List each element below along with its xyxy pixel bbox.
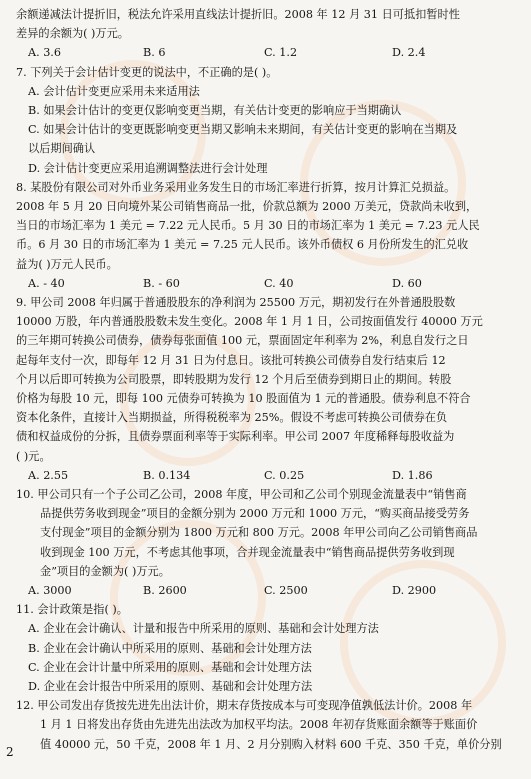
answer-choice: B. 0.134 <box>143 468 191 482</box>
text-line: A. 会计估计变更应采用未来适用法 <box>28 84 200 98</box>
text-line: 值 40000 元，50 千克，2008 年 1 月、2 月分别购入材料 600 千克、350 千克，单价分别 <box>40 737 502 751</box>
choice-row <box>28 273 521 294</box>
text-line: 差异的余额为( )万元。 <box>16 27 129 41</box>
text-line: 品提供劳务收到现金”项目的金额分别为 2000 万元和 1000 万元，“购买商品接受劳务 <box>40 507 470 521</box>
text-line: C. 企业在会计计量中所采用的原则、基础和会计处理方法 <box>28 660 312 674</box>
text-line: B. 如果会计估计的变更仅影响变更当期，有关估计变更的影响应于当期确认 <box>28 104 402 117</box>
text-line: 8. 某股份有限公司对外币业务采用业务发生日的市场汇率进行折算，按月计算汇兑损益。 <box>16 180 456 194</box>
choice-row <box>28 580 521 601</box>
text-line: 2008 年 5 月 20 日向境外某公司销售商品一批，价款总额为 2000 万美元，贷款尚未收到， <box>16 200 478 213</box>
text-line: 当日的市场汇率为 1 美元 = 7.22 元人民币。5 月 30 日的市场汇率为 1 美元 = 7.23 元人民 <box>16 219 480 233</box>
text-line: B. 企业在会计确认中所采用的原则、基础和会计处理方法 <box>28 641 312 655</box>
text-line: A. 企业在会计确认、计量和报告中所采用的原则、基础和会计处理方法 <box>28 622 379 636</box>
answer-choice: D. 60 <box>392 276 422 290</box>
answer-choice: C. 0.25 <box>264 468 305 482</box>
text-line: 债和权益成份的分拆，且债券票面利率等于实际利率。甲公司 2007 年度稀释每股收益为 <box>16 430 455 444</box>
text-line: 9. 甲公司 2008 年归属于普通股股东的净利润为 25500 万元，期初发行在外普通股股数 <box>16 296 456 309</box>
text-line: 起每年支付一次，即每年 12 月 31 日为付息日。该批可转换公司债券自发行结束后 12 <box>16 353 446 367</box>
answer-choice: B. 2600 <box>143 584 187 597</box>
text-line: 11. 会计政策是指( )。 <box>16 603 128 617</box>
text-line: 收到现金 100 万元，不考虑其他事项，合并现金流量表中“销售商品提供劳务收到现 <box>40 545 455 559</box>
text-line: 金”项目的金额为( )万元。 <box>40 564 170 578</box>
text-line: 的三年期可转换公司债券，债券每张面值 100 元，票面固定年利率为 2%，利息自发行之日 <box>16 334 469 348</box>
text-line: 10. 甲公司只有一个子公司乙公司，2008 年度，甲公司和乙公司个别现金流量表中“销售商 <box>16 488 467 501</box>
text-line: D. 会计估计变更应采用追溯调整法进行会计处理 <box>28 161 268 175</box>
choice-row <box>28 465 521 486</box>
answer-choice: D. 2900 <box>392 584 437 597</box>
text-line: 12. 甲公司发出存货按先进先出法计价，期末存货按成本与可变现净值孰低法计价。2008 年 <box>16 699 473 713</box>
text-line: C. 如果会计估计的变更既影响变更当期又影响未来期间，有关估计变更的影响在当期及 <box>28 123 458 137</box>
text-line: 10000 万股，年内普通股股数未发生变化。2008 年 1 月 1 日，公司按面值发行 40000 万元 <box>16 315 483 329</box>
answer-choice: C. 1.2 <box>264 46 298 60</box>
answer-choice: A. 2.55 <box>28 468 69 482</box>
answer-choice: C. 40 <box>264 276 294 290</box>
text-line: ( )元。 <box>16 449 51 463</box>
answer-choice: D. 1.86 <box>392 468 433 482</box>
answer-choice: A. 3.6 <box>28 46 61 60</box>
text-line: 个月以后即可转换为公司股票，即转股期为发行 12 个月后至债券到期日止的期间。转股 <box>16 372 452 386</box>
text-line: 支付现金”项目的金额分别为 1800 万元和 800 万元。2008 年甲公司向乙公司销售商品 <box>40 526 478 540</box>
text-line: 币。6 月 30 日的市场汇率为 1 美元 = 7.25 元人民币。该外币债权 6 月份所发生的汇兑收 <box>16 238 469 252</box>
text-line: 以后期间确认 <box>28 142 96 156</box>
answer-choice: A. - 40 <box>28 276 65 290</box>
answer-choice: B. - 60 <box>143 276 180 290</box>
text-line: 7. 下列关于会计估计变更的说法中，不正确的是( )。 <box>16 65 278 79</box>
choice-row <box>28 42 521 63</box>
page-number: 2 <box>6 745 14 759</box>
text-line: 资本化条件，直接计入当期损益，所得税税率为 25%。假设不考虑可转换公司债券在负 <box>16 411 448 425</box>
answer-choice: D. 2.4 <box>392 46 426 60</box>
text-line: 益为( )万元人民币。 <box>16 257 118 271</box>
answer-choice: A. 3000 <box>28 584 72 597</box>
text-line: 价格为每股 10 元，即每 100 元债券可转换为 10 股面值为 1 元的普通股。债券利息不符合 <box>16 392 471 405</box>
text-line: D. 企业在会计报告中所采用的原则、基础和会计处理方法 <box>28 680 313 693</box>
answer-choice: C. 2500 <box>264 584 308 597</box>
text-line: 1 月 1 日将发出存货由先进先出法改为加权平均法。2008 年初存货账面余额等于账面价 <box>40 718 478 732</box>
text-line: 余额递减法计提折旧，税法允许采用直线法计提折旧。2008 年 12 月 31 日可抵扣暂时性 <box>16 8 460 21</box>
answer-choice: B. 6 <box>143 46 166 60</box>
